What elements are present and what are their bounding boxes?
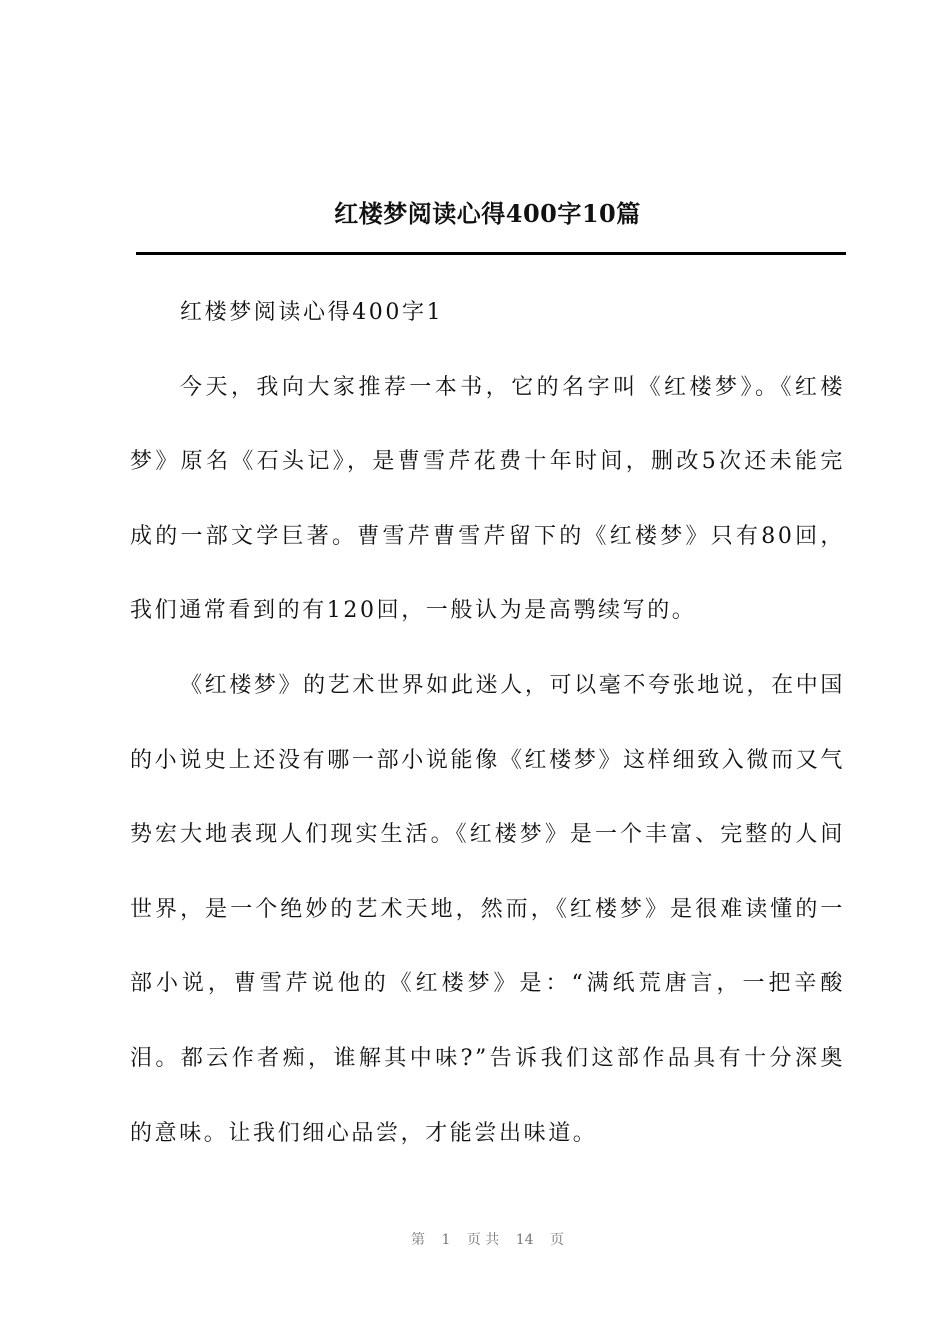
section-heading: 红楼梦阅读心得400字1: [180, 300, 444, 325]
title-underline-rule: [136, 252, 846, 255]
page-footer: [0, 1230, 950, 1250]
footer-total-pages: 14: [515, 1232, 534, 1248]
paragraph-2: 《红楼梦》的艺术世界如此迷人，可以毫不夸张地说，在中国的小说史上还没有哪一部小说能像《红楼梦》这样细致入微而又气势宏大地表现人们现实生活。《红楼梦》是一个丰富、完整的人间世界，是一个绝妙的艺术天地，然而，《红楼梦》是很难读懂的一部小说，曹雪芹说他的《红楼梦》是：“满纸荒唐言，一把辛酸泪。都云作者痴，谁解其中味?”告诉我们这部作品具有十分深奥的意味。让我们细心品尝，才能尝出味道。: [130, 672, 845, 1146]
document-title: 红楼梦阅读心得400字10篇: [334, 199, 641, 228]
footer-label-page: 第: [410, 1232, 425, 1248]
footer-current-page: 1: [441, 1232, 451, 1248]
paragraph-1: 今天，我向大家推荐一本书，它的名字叫《红楼梦》。《红楼梦》原名《石头记》，是曹雪芹花费十年时间，删改5次还未能完成的一部文学巨著。曹雪芹曹雪芹留下的《红楼梦》只有80回，我们通常看到的有120回，一般认为是高鹗续写的。: [130, 374, 845, 624]
footer-label-end: 页: [550, 1232, 564, 1248]
footer-label-of: 页 共: [466, 1232, 500, 1248]
document-body: [130, 276, 845, 1171]
